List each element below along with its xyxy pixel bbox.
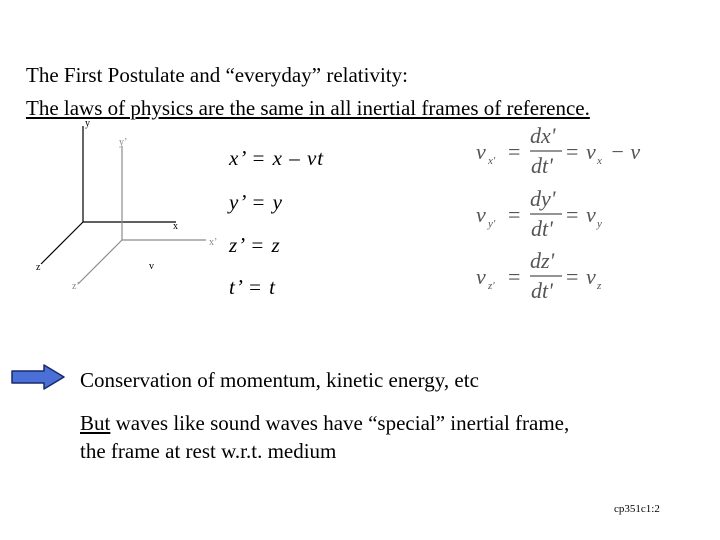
vx-eq1: = xyxy=(508,139,521,164)
right-arrow-icon xyxy=(10,363,66,391)
vx-lhs: v xyxy=(476,139,486,164)
vy-eq1: = xyxy=(508,202,521,227)
vy-eq2: = xyxy=(566,202,579,227)
slide-footer: cp351c1:2 xyxy=(614,503,660,515)
slide-title: The First Postulate and “everyday” relativity: xyxy=(26,63,408,87)
velocity-z xyxy=(476,248,602,303)
vz-rhs: v xyxy=(586,264,596,289)
y-label: y xyxy=(85,118,90,129)
frames-diagram xyxy=(30,118,230,298)
vx-rhs-sub: x xyxy=(597,155,602,167)
vy-lhs: v xyxy=(476,202,486,227)
x-prime-label: x’ xyxy=(209,237,218,248)
vx-lhs-sub: x' xyxy=(488,155,496,167)
vx-rhs: v xyxy=(586,139,596,164)
slide-subtitle: The laws of physics are the same in all inertial frames of reference. xyxy=(26,96,590,120)
vy-den: dt' xyxy=(531,216,553,241)
vx-eq2: = xyxy=(566,139,579,164)
velocity-label: v xyxy=(149,261,154,272)
vz-num: dz' xyxy=(530,248,555,273)
velocity-x xyxy=(476,123,640,178)
conclusion-line-1: Conservation of momentum, kinetic energy, etc xyxy=(80,368,479,392)
transform-t: t’ = t xyxy=(229,275,277,299)
vz-den: dt' xyxy=(531,278,553,303)
z-label: z xyxy=(36,262,41,273)
velocity-y xyxy=(476,186,602,241)
z-axis xyxy=(41,222,83,264)
transform-z: z’ = z xyxy=(229,233,281,257)
x-label: x xyxy=(173,221,178,232)
vy-rhs: v xyxy=(586,202,596,227)
transform-y: y’ = y xyxy=(229,190,283,214)
vz-eq2: = xyxy=(566,264,579,289)
vy-num: dy' xyxy=(530,186,556,211)
z-prime-label: z’ xyxy=(72,281,80,292)
but-word: But xyxy=(80,411,111,435)
vy-lhs-sub: y' xyxy=(488,218,496,230)
conclusion-line-2-rest: waves like sound waves have “special” inertial frame, xyxy=(110,411,570,435)
transform-x: x’ = x – vt xyxy=(229,146,325,170)
y-prime-label: y’ xyxy=(119,137,128,148)
vz-lhs: v xyxy=(476,264,486,289)
vx-den: dt' xyxy=(531,153,553,178)
conclusion-line-3: the frame at rest w.r.t. medium xyxy=(80,439,337,463)
vy-rhs-sub: y xyxy=(597,218,602,230)
vz-eq1: = xyxy=(508,264,521,289)
vz-lhs-sub: z' xyxy=(488,280,495,292)
velocity-equations xyxy=(470,118,670,318)
conclusion-line-2 xyxy=(80,409,569,437)
vx-minus: − v xyxy=(610,139,641,164)
vz-rhs-sub: z xyxy=(597,280,602,292)
z-prime-axis xyxy=(78,240,122,284)
vx-num: dx' xyxy=(530,123,556,148)
